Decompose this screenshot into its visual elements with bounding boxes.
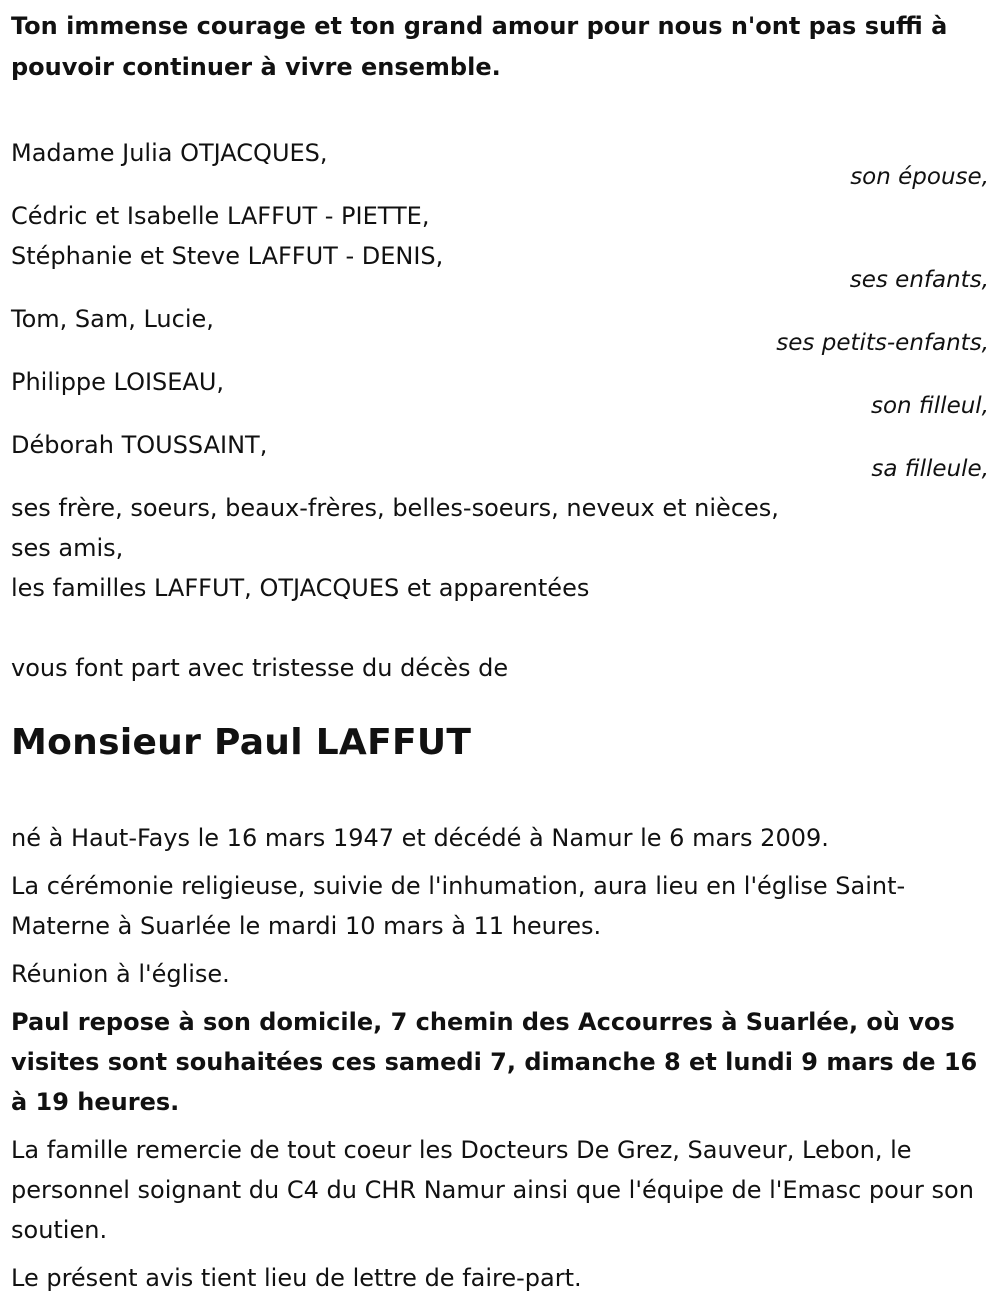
opening-quote: Ton immense courage et ton grand amour pour nous n'ont pas suffi à pouvoir continuer à vivre ensemble.	[11, 12, 948, 81]
other-relatives-line: ses amis,	[11, 534, 124, 562]
family-member-name: Déborah TOUSSAINT,	[11, 431, 268, 459]
visitation-info: Paul repose à son domicile, 7 chemin des Accourres à Suarlée, où vos visites sont souhaitées ces samedi 7, dimanche 8 et lundi 9 mars de 16 à 19 heures.	[11, 1008, 978, 1116]
family-role: son filleul,	[870, 393, 989, 419]
family-role: ses petits-enfants,	[776, 330, 989, 356]
other-relatives-line: ses frère, soeurs, beaux-frères, belles-soeurs, neveux et nièces,	[11, 494, 779, 522]
announcement-text: vous font part avec tristesse du décès de	[11, 654, 509, 682]
other-relatives	[11, 488, 989, 608]
family-group	[11, 362, 989, 417]
notice-info: Le présent avis tient lieu de lettre de faire-part.	[11, 1264, 582, 1292]
thanks-info: La famille remercie de tout coeur les Docteurs De Grez, Sauveur, Lebon, le personnel soignant du C4 du CHR Namur ainsi que l'équipe de l'Emasc pour son soutien.	[11, 1136, 974, 1244]
family-member-name: Stéphanie et Steve LAFFUT - DENIS,	[11, 242, 444, 270]
reunion-info: Réunion à l'église.	[11, 960, 230, 988]
family-member-name: Cédric et Isabelle LAFFUT - PIETTE,	[11, 202, 430, 230]
family-member-name: Tom, Sam, Lucie,	[11, 305, 214, 333]
family-group	[11, 133, 989, 188]
obituary-notice	[11, 0, 989, 1306]
family-role: sa filleule,	[871, 456, 989, 482]
family-member-name: Philippe LOISEAU,	[11, 368, 225, 396]
family-group	[11, 299, 989, 354]
birth-death-info: né à Haut-Fays le 16 mars 1947 et décédé à Namur le 6 mars 2009.	[11, 824, 829, 852]
details-section	[11, 818, 989, 1298]
deceased-name: Monsieur Paul LAFFUT	[11, 722, 472, 763]
family-list	[11, 133, 989, 608]
family-member-name: Madame Julia OTJACQUES,	[11, 139, 328, 167]
family-group	[11, 196, 989, 291]
family-role: son épouse,	[850, 164, 989, 190]
family-group	[11, 425, 989, 480]
ceremony-info: La cérémonie religieuse, suivie de l'inhumation, aura lieu en l'église Saint-Materne à Suarlée le mardi 10 mars à 11 heures.	[11, 872, 906, 940]
family-role: ses enfants,	[849, 267, 989, 293]
other-relatives-line: les familles LAFFUT, OTJACQUES et apparentées	[11, 574, 590, 602]
